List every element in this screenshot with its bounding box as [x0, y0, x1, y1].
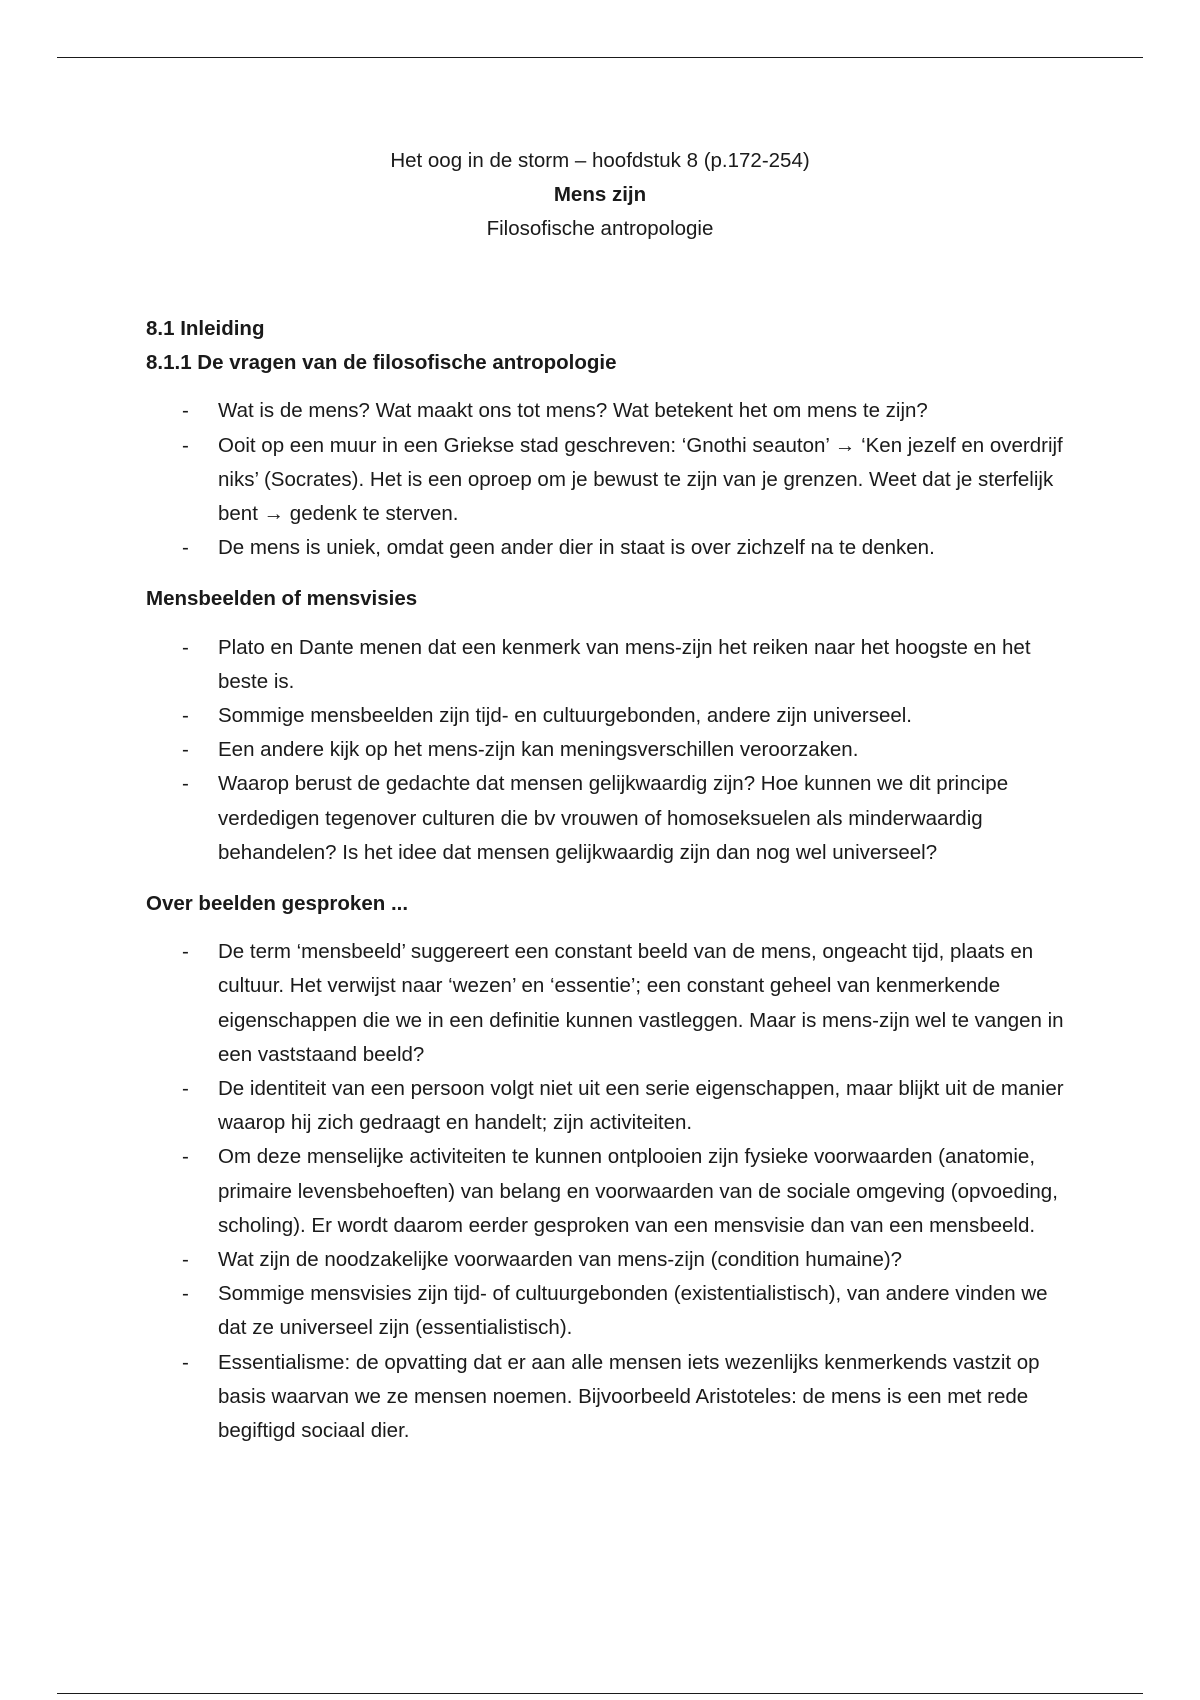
list-item	[146, 1243, 1076, 1277]
list-item-text: Om deze menselijke activiteiten te kunnen ontplooien zijn fysieke voorwaarden (anatomie, primaire levensbehoeften) van belang en voorwaarden van de sociale omgeving (opvoeding, scholing). Er wordt daarom eerder gesproken van een mensvisie dan van een mensbeeld.	[218, 1145, 1058, 1237]
section-heading-mensbeelden: Mensbeelden of mensvisies	[146, 587, 418, 611]
dash-bullet: -	[182, 635, 189, 659]
list-item	[146, 1072, 1076, 1140]
bullet-list-over-beelden	[146, 935, 1076, 1448]
list-item-text: Wat is de mens? Wat maakt ons tot mens? Wat betekent het om mens te zijn?	[218, 399, 928, 423]
list-item	[146, 429, 1076, 532]
dash-bullet: -	[182, 940, 189, 964]
list-item-text: De identiteit van een persoon volgt niet uit een serie eigenschappen, maar blijkt uit de manier waarop hij zich gedraagt en handelt; zijn activiteiten.	[218, 1077, 1064, 1135]
document-title: Mens zijn	[553, 183, 647, 206]
document-body	[146, 312, 1076, 1448]
section-heading-8-1: 8.1 Inleiding	[146, 317, 265, 340]
list-item	[146, 733, 1076, 767]
list-item	[146, 1346, 1076, 1449]
dash-bullet: -	[182, 1248, 189, 1272]
dash-bullet: -	[182, 1145, 189, 1169]
list-item-text: Plato en Dante menen dat een kenmerk van mens-zijn het reiken naar het hoogste en het beste is.	[218, 635, 1031, 693]
list-item-text: Sommige mensvisies zijn tijd- of cultuurgebonden (existentialistisch), van andere vinden we dat ze universeel zijn (essentialistisch).	[218, 1282, 1048, 1340]
dash-bullet: -	[182, 772, 189, 796]
list-item	[146, 631, 1076, 699]
list-item-text: Essentialisme: de opvatting dat er aan alle mensen iets wezenlijks kenmerkends vastzit op basis waarvan we ze mensen noemen. Bijvoorbeeld Aristoteles: de mens is een met rede begiftigd sociaal dier.	[218, 1350, 1040, 1443]
dash-bullet: -	[182, 1350, 189, 1374]
dash-bullet: -	[182, 738, 189, 762]
list-item	[146, 767, 1076, 870]
section-heading-over-beelden: Over beelden gesproken ...	[146, 892, 409, 916]
dash-bullet: -	[182, 433, 189, 457]
bottom-rule	[57, 1693, 1143, 1694]
list-item-text: Wat zijn de noodzakelijke voorwaarden van mens-zijn (condition humaine)?	[218, 1248, 903, 1272]
list-item-text: Waarop berust de gedachte dat mensen gelijkwaardig zijn? Hoe kunnen we dit principe verdedigen tegenover culturen die bv vrouwen of homoseksuelen als minderwaardig behandelen? Is het idee dat mensen gelijkwaardig zijn dan nog wel universeel?	[218, 772, 1009, 864]
dash-bullet: -	[182, 1077, 189, 1101]
list-item	[146, 1277, 1076, 1345]
header-source-line: Het oog in de storm – hoofdstuk 8 (p.172-254)	[390, 149, 810, 172]
dash-bullet: -	[182, 399, 189, 423]
list-item	[146, 531, 1076, 565]
list-item	[146, 699, 1076, 733]
document-header	[0, 144, 1200, 246]
list-item-text: De mens is uniek, omdat geen ander dier in staat is over zichzelf na te denken.	[218, 536, 935, 560]
bullet-list-mensbeelden	[146, 631, 1076, 870]
subsection-heading-8-1-1: 8.1.1 De vragen van de filosofische antropologie	[146, 351, 617, 375]
dash-bullet: -	[182, 704, 189, 728]
list-item-text: De term ‘mensbeeld’ suggereert een constant beeld van de mens, ongeacht tijd, plaats en cultuur. Het verwijst naar ‘wezen’ en ‘essentie’; een constant geheel van kenmerkende eigenschappen die we in een definitie kunnen vastleggen. Maar is mens-zijn wel te vangen in een vaststaand beeld?	[218, 940, 1064, 1066]
document-subtitle: Filosofische antropologie	[486, 217, 714, 240]
dash-bullet: -	[182, 1282, 189, 1306]
list-item-text: Ooit op een muur in een Griekse stad geschreven: ‘Gnothi seauton’ → ‘Ken jezelf en overdrijf niks’ (Socrates). Het is een oproep om je bewust te zijn van je grenzen. Weet dat je sterfelijk bent → gedenk te sterven.	[218, 433, 1063, 526]
top-rule	[57, 57, 1143, 58]
list-item-text: Een andere kijk op het mens-zijn kan meningsverschillen veroorzaken.	[218, 738, 859, 762]
list-item-text: Sommige mensbeelden zijn tijd- en cultuurgebonden, andere zijn universeel.	[218, 704, 912, 728]
list-item	[146, 935, 1076, 1072]
list-item	[146, 394, 1076, 428]
dash-bullet: -	[182, 536, 189, 560]
list-item	[146, 1140, 1076, 1243]
bullet-list-questions	[146, 394, 1076, 565]
